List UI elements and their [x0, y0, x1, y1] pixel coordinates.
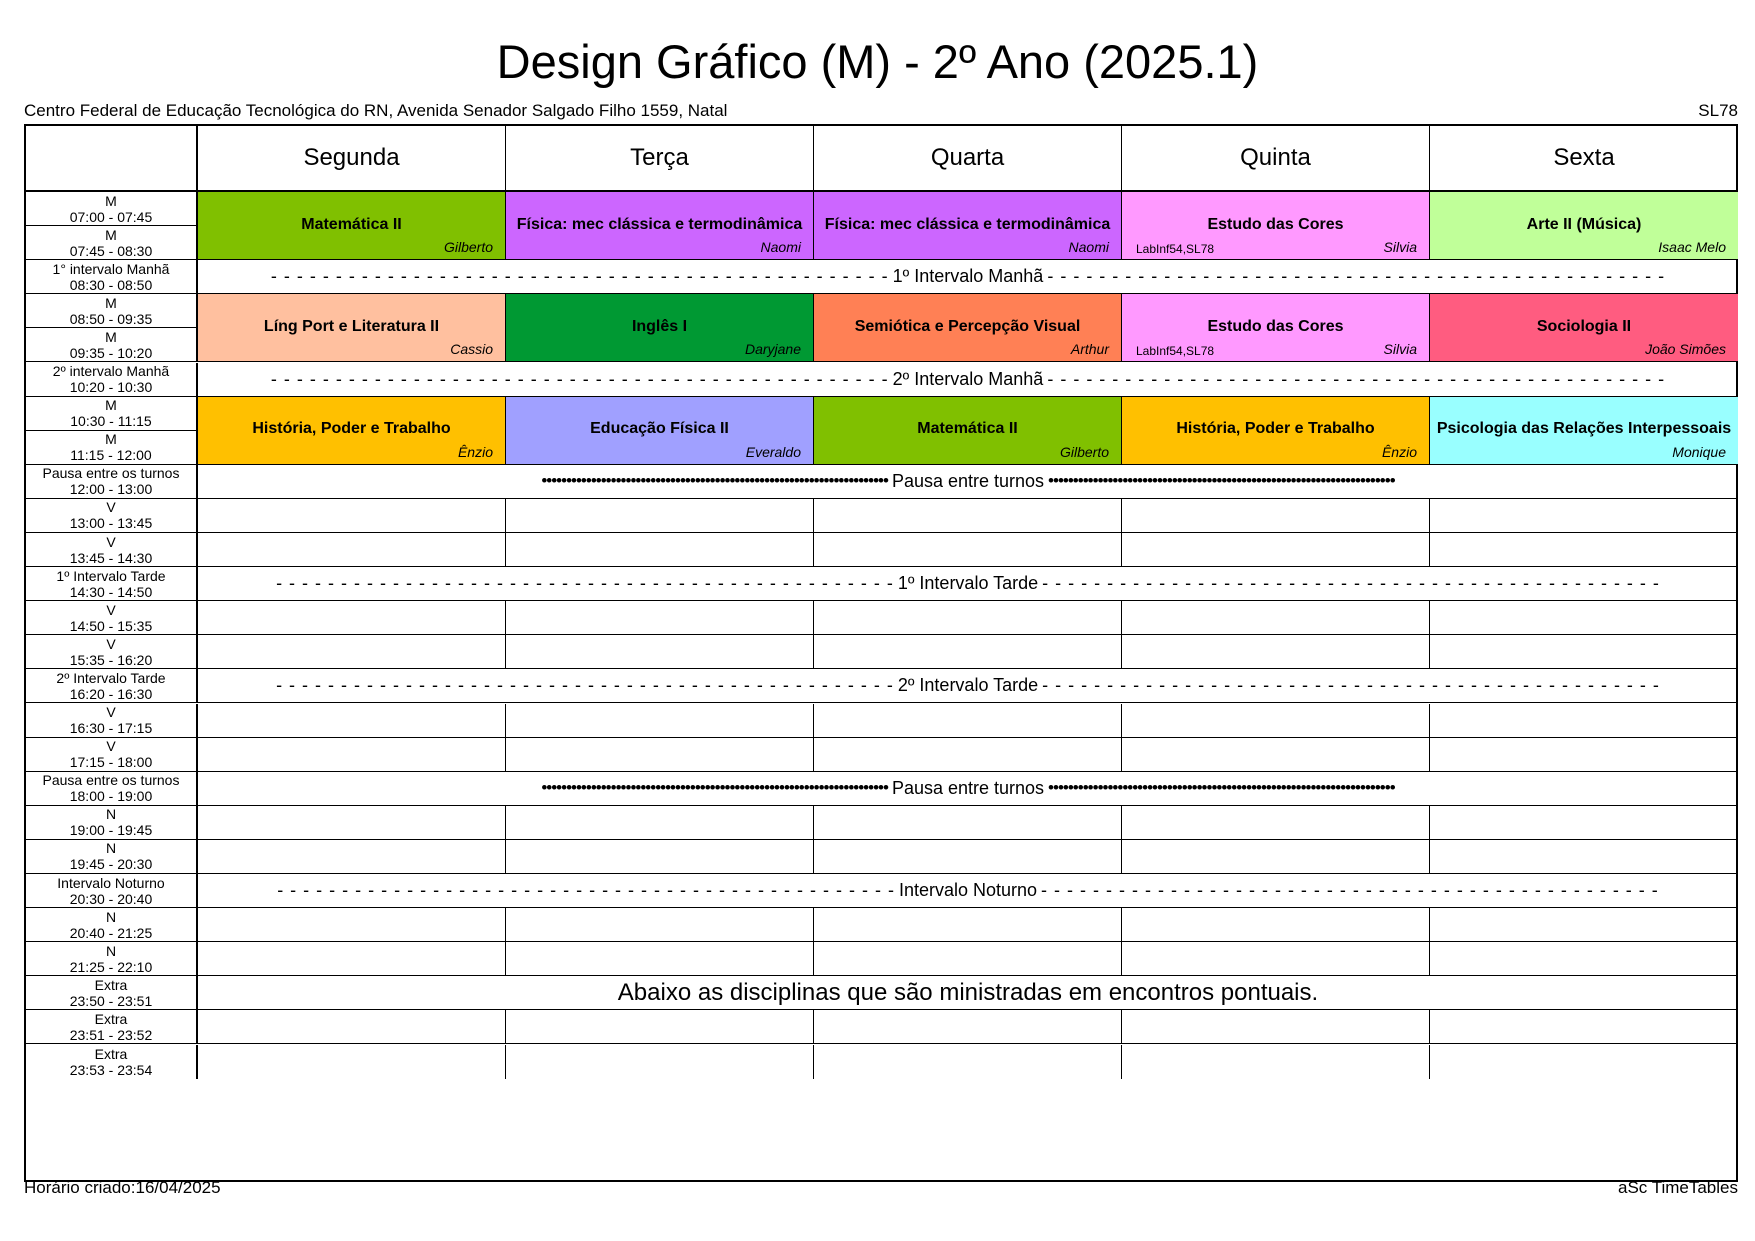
slot-time: 14:30 - 14:50: [69, 583, 153, 600]
slot-time: 13:00 - 13:45: [69, 515, 153, 532]
lesson-subject: Física: mec clássica e termodinâmica: [824, 215, 1111, 233]
break-band-label: 1º Intervalo Manhã: [892, 266, 1044, 287]
band-decoration-left: - - - - - - - - - - - - - - - - - - - - - - - - - - - - - - - - - - - - - - - - - - - - - - - -: [270, 368, 889, 389]
slot-name: Extra: [94, 1045, 128, 1062]
empty-cell: [198, 704, 506, 738]
slot-time: 23:51 - 23:52: [69, 1026, 153, 1043]
empty-cell: [814, 601, 1122, 635]
time-slot-label: [26, 601, 198, 635]
lesson-teacher: Monique: [1672, 443, 1726, 460]
lesson-card[interactable]: [1430, 294, 1738, 362]
lesson-card[interactable]: [1430, 192, 1738, 260]
empty-cell: [814, 635, 1122, 669]
band-decoration-left: ••••••••••••••••••••••••••••••••••••••••••••••••••••••••••••••••••••••: [541, 778, 888, 798]
empty-cell: [814, 908, 1122, 942]
break-band: [198, 874, 1738, 908]
break-band-label: 2º Intervalo Manhã: [892, 368, 1044, 389]
slot-name: Extra: [94, 976, 128, 993]
slot-time: 16:20 - 16:30: [69, 685, 153, 702]
institution-address: Centro Federal de Educação Tecnológica do RN, Avenida Senador Salgado Filho 1559, Natal: [24, 101, 728, 120]
break-band-label: Pausa entre turnos: [891, 777, 1045, 798]
timetable-grid: [24, 124, 1738, 1182]
time-slot-label: [26, 908, 198, 942]
slot-time: 13:45 - 14:30: [69, 549, 153, 566]
slot-time: 08:30 - 08:50: [69, 276, 153, 293]
lesson-card[interactable]: [814, 397, 1122, 465]
lesson-teacher: Ênzio: [457, 443, 493, 460]
lesson-card[interactable]: [198, 294, 506, 362]
empty-cell: [814, 840, 1122, 874]
empty-cell: [198, 738, 506, 772]
software-credit: aSc TimeTables: [1618, 1178, 1738, 1197]
empty-cell: [814, 806, 1122, 840]
band-decoration-right: - - - - - - - - - - - - - - - - - - - - - - - - - - - - - - - - - - - - - - - - - - - - - - - -: [1042, 573, 1660, 594]
break-band: [198, 363, 1738, 397]
break-band-label: 1º Intervalo Tarde: [897, 573, 1039, 594]
slot-name: Extra: [94, 1010, 128, 1027]
slot-name: V: [106, 738, 116, 755]
slot-name: M: [105, 397, 117, 414]
lesson-subject: Líng Port e Literatura II: [263, 317, 440, 335]
slot-time: 10:30 - 11:15: [70, 413, 152, 430]
lesson-subject: História, Poder e Trabalho: [252, 420, 451, 438]
empty-cell: [1122, 635, 1430, 669]
slot-time: 15:35 - 16:20: [69, 651, 153, 668]
slot-time: 19:45 - 20:30: [69, 856, 153, 873]
lesson-teacher: Silvia: [1383, 239, 1417, 256]
empty-cell: [506, 499, 814, 533]
empty-cell: [814, 499, 1122, 533]
time-slot-label: [26, 328, 198, 362]
lesson-teacher: Isaac Melo: [1658, 239, 1726, 256]
empty-cell: [1122, 840, 1430, 874]
empty-cell: [1122, 499, 1430, 533]
slot-time: 12:00 - 13:00: [69, 481, 153, 498]
empty-cell: [506, 738, 814, 772]
time-slot-label: [26, 669, 198, 703]
empty-cell: [198, 806, 506, 840]
empty-cell: [1430, 704, 1738, 738]
slot-name: V: [106, 704, 116, 721]
lesson-teacher: Silvia: [1383, 341, 1417, 358]
slot-time: 21:25 - 22:10: [69, 958, 153, 975]
band-decoration-right: - - - - - - - - - - - - - - - - - - - - - - - - - - - - - - - - - - - - - - - - - - - - - - - -: [1042, 675, 1660, 696]
day-header-2: Quarta: [814, 126, 1122, 192]
empty-cell: [814, 1045, 1122, 1079]
lesson-card[interactable]: [1430, 397, 1738, 465]
lesson-subject: Matemática II: [917, 420, 1018, 438]
empty-cell: [1122, 942, 1430, 976]
empty-cell: [506, 635, 814, 669]
empty-cell: [1122, 1010, 1430, 1044]
lesson-teacher: Naomi: [1068, 239, 1109, 256]
time-slot-label: [26, 942, 198, 976]
time-slot-label: [26, 260, 198, 294]
slot-time: 09:35 - 10:20: [69, 344, 153, 361]
empty-cell: [506, 533, 814, 567]
slot-name: V: [106, 635, 116, 652]
lesson-room: LabInf54,SL78: [1136, 242, 1215, 257]
break-band: [198, 669, 1738, 703]
empty-cell: [1430, 635, 1738, 669]
time-slot-label: [26, 431, 198, 465]
empty-cell: [198, 533, 506, 567]
slot-time: 23:50 - 23:51: [69, 992, 153, 1009]
break-band: [198, 772, 1738, 806]
empty-cell: [1122, 1045, 1430, 1079]
time-slot-label: [26, 533, 198, 567]
slot-time: 14:50 - 15:35: [69, 617, 153, 634]
lesson-card[interactable]: [1122, 397, 1430, 465]
lesson-card[interactable]: [506, 397, 814, 465]
break-band: [198, 976, 1738, 1010]
slot-time: 17:15 - 18:00: [69, 754, 153, 771]
time-slot-label: [26, 874, 198, 908]
time-slot-label: [26, 1045, 198, 1079]
lesson-subject: Psicologia das Relações Interpessoais: [1436, 420, 1732, 438]
time-slot-label: [26, 976, 198, 1010]
empty-cell: [1430, 533, 1738, 567]
time-slot-label: [26, 397, 198, 431]
time-slot-label: [26, 1010, 198, 1044]
break-band: [198, 465, 1738, 499]
slot-time: 20:30 - 20:40: [69, 890, 153, 907]
lesson-card[interactable]: [198, 397, 506, 465]
corner-cell: [26, 126, 198, 192]
lesson-card[interactable]: [1122, 192, 1430, 260]
empty-cell: [506, 908, 814, 942]
time-slot-label: [26, 738, 198, 772]
slot-name: 2º intervalo Manhã: [52, 363, 170, 380]
time-slot-label: [26, 704, 198, 738]
lesson-teacher: João Simões: [1645, 341, 1726, 358]
slot-name: 1º Intervalo Tarde: [56, 567, 166, 584]
lesson-card[interactable]: [814, 294, 1122, 362]
lesson-subject: Matemática II: [301, 215, 402, 233]
slot-name: V: [106, 499, 116, 516]
lesson-subject: Educação Física II: [590, 420, 729, 438]
empty-cell: [1430, 499, 1738, 533]
lesson-subject: Estudo das Cores: [1207, 215, 1344, 233]
room-code: SL78: [1698, 101, 1738, 120]
empty-cell: [1430, 1045, 1738, 1079]
lesson-teacher: Naomi: [760, 239, 801, 256]
empty-cell: [506, 1045, 814, 1079]
slot-name: 1° intervalo Manhã: [52, 260, 170, 277]
time-slot-label: [26, 806, 198, 840]
lesson-card[interactable]: [814, 192, 1122, 260]
band-decoration-right: ••••••••••••••••••••••••••••••••••••••••••••••••••••••••••••••••••••••: [1048, 471, 1395, 491]
day-header-1: Terça: [506, 126, 814, 192]
day-header-0: Segunda: [198, 126, 506, 192]
slot-time: 08:50 - 09:35: [69, 310, 153, 327]
empty-cell: [198, 499, 506, 533]
slot-time: 11:15 - 12:00: [70, 447, 152, 464]
break-band-label: 2º Intervalo Tarde: [897, 675, 1039, 696]
day-header-4: Sexta: [1430, 126, 1738, 192]
time-slot-label: [26, 567, 198, 601]
lesson-card[interactable]: [198, 192, 506, 260]
slot-name: Intervalo Noturno: [57, 874, 165, 891]
empty-cell: [814, 533, 1122, 567]
band-decoration-left: ••••••••••••••••••••••••••••••••••••••••••••••••••••••••••••••••••••••: [541, 471, 888, 491]
slot-name: N: [105, 908, 117, 925]
empty-cell: [1430, 840, 1738, 874]
band-decoration-right: ••••••••••••••••••••••••••••••••••••••••••••••••••••••••••••••••••••••: [1048, 778, 1395, 798]
slot-name: N: [105, 806, 117, 823]
slot-name: N: [105, 840, 117, 857]
slot-name: M: [105, 226, 117, 243]
slot-time: 10:20 - 10:30: [69, 379, 153, 396]
lesson-teacher: Cassio: [450, 341, 493, 358]
empty-cell: [1122, 533, 1430, 567]
lesson-teacher: Gilberto: [1059, 443, 1109, 460]
slot-time: 20:40 - 21:25: [69, 924, 153, 941]
empty-cell: [1430, 738, 1738, 772]
empty-cell: [1430, 942, 1738, 976]
empty-cell: [814, 1010, 1122, 1044]
empty-cell: [198, 1010, 506, 1044]
time-slot-label: [26, 499, 198, 533]
band-decoration-left: - - - - - - - - - - - - - - - - - - - - - - - - - - - - - - - - - - - - - - - - - - - - - - - -: [276, 573, 894, 594]
band-decoration-left: - - - - - - - - - - - - - - - - - - - - - - - - - - - - - - - - - - - - - - - - - - - - - - - -: [277, 880, 895, 901]
break-band: [198, 567, 1738, 601]
lesson-card[interactable]: [506, 294, 814, 362]
lesson-subject: História, Poder e Trabalho: [1176, 420, 1375, 438]
empty-cell: [198, 635, 506, 669]
band-decoration-left: - - - - - - - - - - - - - - - - - - - - - - - - - - - - - - - - - - - - - - - - - - - - - - - -: [270, 266, 889, 287]
empty-cell: [198, 601, 506, 635]
time-slot-label: [26, 772, 198, 806]
empty-cell: [506, 806, 814, 840]
lesson-room: LabInf54,SL78: [1136, 344, 1215, 359]
break-band: [198, 260, 1738, 294]
empty-cell: [506, 942, 814, 976]
empty-cell: [1122, 908, 1430, 942]
empty-cell: [1122, 738, 1430, 772]
page-title: Design Gráfico (M) - 2º Ano (2025.1): [496, 35, 1259, 88]
lesson-subject: Sociologia II: [1536, 317, 1632, 335]
empty-cell: [198, 1045, 506, 1079]
empty-cell: [506, 601, 814, 635]
slot-name: V: [106, 601, 116, 618]
slot-time: 23:53 - 23:54: [69, 1061, 153, 1078]
time-slot-label: [26, 363, 198, 397]
empty-cell: [1430, 908, 1738, 942]
slot-name: M: [105, 328, 117, 345]
slot-time: 07:00 - 07:45: [69, 208, 153, 225]
lesson-subject: Estudo das Cores: [1207, 317, 1344, 335]
empty-cell: [1430, 601, 1738, 635]
lesson-subject: Arte II (Música): [1526, 215, 1642, 233]
time-slot-label: [26, 635, 198, 669]
empty-cell: [506, 1010, 814, 1044]
band-decoration-right: - - - - - - - - - - - - - - - - - - - - - - - - - - - - - - - - - - - - - - - - - - - - - - - -: [1047, 266, 1666, 287]
empty-cell: [506, 840, 814, 874]
slot-time: 07:45 - 08:30: [69, 242, 153, 259]
break-band-label: Pausa entre turnos: [891, 470, 1045, 491]
slot-name: Pausa entre os turnos: [42, 772, 180, 789]
empty-cell: [814, 942, 1122, 976]
break-band-label: Abaixo as disciplinas que são ministradas em encontros pontuais.: [617, 978, 1319, 1006]
slot-name: 2º Intervalo Tarde: [56, 669, 166, 686]
break-band-label: Intervalo Noturno: [898, 880, 1038, 901]
lesson-card[interactable]: [506, 192, 814, 260]
lesson-subject: Inglês I: [631, 317, 688, 335]
empty-cell: [1122, 704, 1430, 738]
lesson-teacher: Ênzio: [1381, 443, 1417, 460]
empty-cell: [1122, 806, 1430, 840]
slot-name: V: [106, 533, 116, 550]
empty-cell: [1430, 806, 1738, 840]
slot-time: 18:00 - 19:00: [69, 788, 153, 805]
empty-cell: [814, 704, 1122, 738]
lesson-card[interactable]: [1122, 294, 1430, 362]
band-decoration-left: - - - - - - - - - - - - - - - - - - - - - - - - - - - - - - - - - - - - - - - - - - - - - - - -: [276, 675, 894, 696]
time-slot-label: [26, 294, 198, 328]
empty-cell: [198, 840, 506, 874]
slot-time: 19:00 - 19:45: [69, 822, 153, 839]
lesson-teacher: Gilberto: [443, 239, 493, 256]
time-slot-label: [26, 465, 198, 499]
empty-cell: [198, 908, 506, 942]
empty-cell: [506, 704, 814, 738]
slot-name: N: [105, 942, 117, 959]
empty-cell: [198, 942, 506, 976]
band-decoration-right: - - - - - - - - - - - - - - - - - - - - - - - - - - - - - - - - - - - - - - - - - - - - - - - -: [1047, 368, 1666, 389]
slot-name: M: [105, 192, 117, 209]
slot-name: Pausa entre os turnos: [42, 465, 180, 482]
time-slot-label: [26, 840, 198, 874]
time-slot-label: [26, 226, 198, 260]
time-slot-label: [26, 192, 198, 226]
creation-date: Horário criado:16/04/2025: [24, 1178, 221, 1197]
slot-name: M: [105, 431, 117, 448]
empty-cell: [1430, 1010, 1738, 1044]
day-header-3: Quinta: [1122, 126, 1430, 192]
band-decoration-right: - - - - - - - - - - - - - - - - - - - - - - - - - - - - - - - - - - - - - - - - - - - - - - - -: [1041, 880, 1659, 901]
lesson-subject: Física: mec clássica e termodinâmica: [516, 215, 803, 233]
lesson-teacher: Arthur: [1070, 341, 1109, 358]
lesson-teacher: Daryjane: [744, 341, 801, 358]
lesson-teacher: Everaldo: [745, 443, 801, 460]
slot-time: 16:30 - 17:15: [69, 720, 153, 737]
empty-cell: [814, 738, 1122, 772]
slot-name: M: [105, 294, 117, 311]
lesson-subject: Semiótica e Percepção Visual: [854, 317, 1081, 335]
empty-cell: [1122, 601, 1430, 635]
